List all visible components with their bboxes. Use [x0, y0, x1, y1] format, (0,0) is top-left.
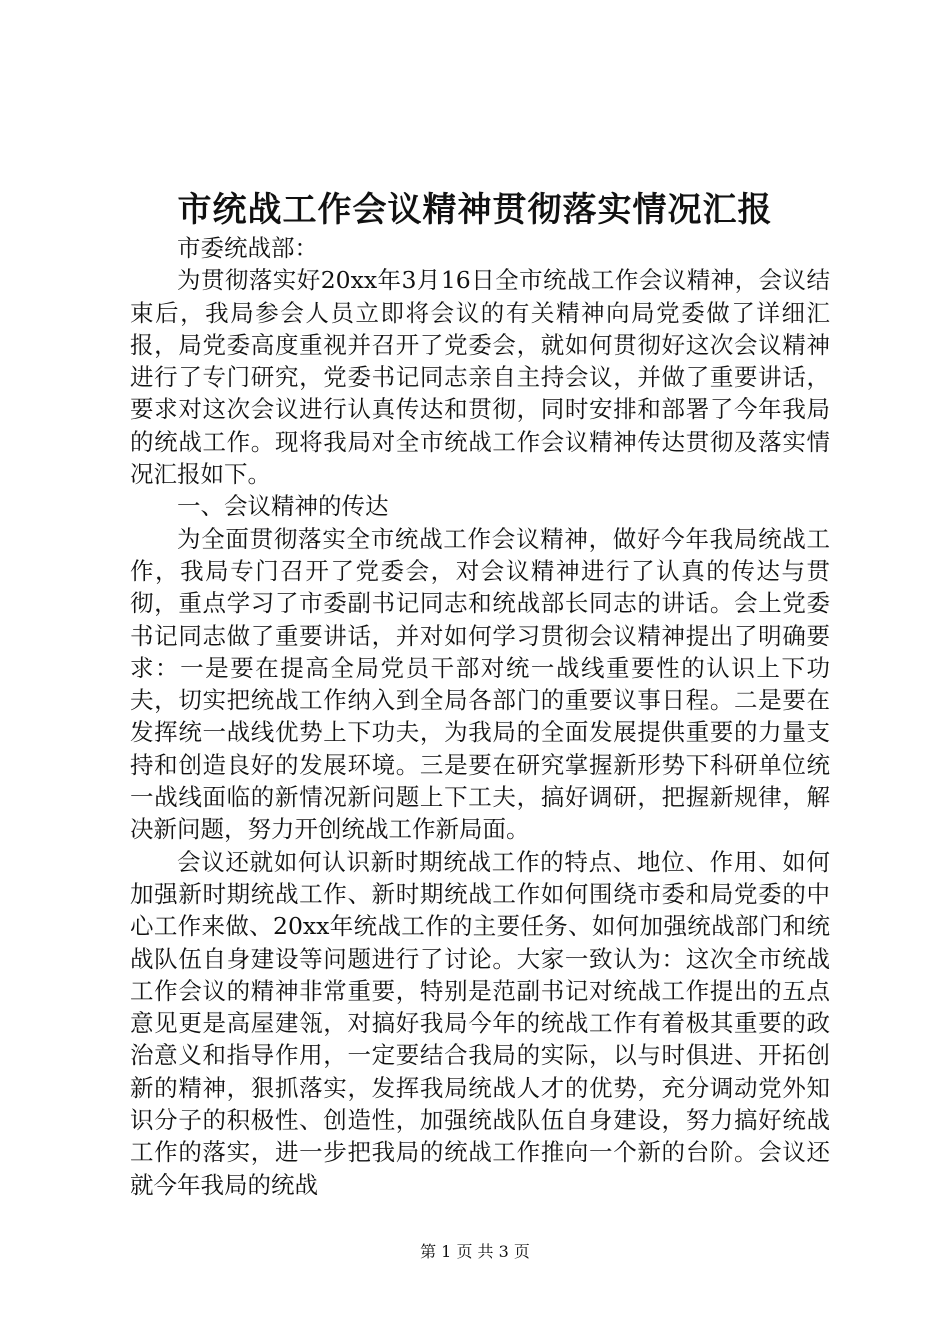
salutation: 市委统战部： — [177, 234, 318, 262]
section-heading: 一、会议精神的传达 — [177, 492, 389, 521]
document-title: 市统战工作会议精神贯彻落实情况汇报 — [177, 190, 773, 230]
document-body — [130, 232, 830, 1201]
paragraph-transmission: 为全面贯彻落实全市统战工作会议精神，做好今年我局统战工作，我局专门召开了党委会，对会议精神进行了认真的传达与贯彻，重点学习了市委副书记同志和统战部长同志的讲话。会上党委书记同志做了重要讲话，并对如何学习贯彻会议精神提出了明确要求：一是要在提高全局党员干部对统一战线重要性的认识上下功夫，切实把统战工作纳入到全局各部门的重要议事日程。二是要在发挥统一战线优势上下功夫，为我局的全面发展提供重要的力量支持和创造良好的发展环境。三是要在研究掌握新形势下科研单位统一战线面临的新情况新问题上下工夫，搞好调研，把握新规律，解决新问题，努力开创统战工作新局面。 — [130, 524, 830, 844]
paragraph-intro: 为贯彻落实好20xx年3月16日全市统战工作会议精神，会议结束后，我局参会人员立即将会议的有关精神向局党委做了详细汇报，局党委高度重视并召开了党委会，就如何贯彻好这次会议精神进行了专门研究，党委书记同志亲自主持会议，并做了重要讲话，要求对这次会议进行认真传达和贯彻，同时安排和部署了今年我局的统战工作。现将我局对全市统战工作会议精神传达贯彻及落实情况汇报如下。 — [130, 266, 830, 489]
page-number-footer: 第 1 页 共 3 页 — [420, 1242, 530, 1261]
paragraph-discussion: 会议还就如何认识新时期统战工作的特点、地位、作用、如何加强新时期统战工作、新时期统战工作如何围绕市委和局党委的中心工作来做、20xx年统战工作的主要任务、如何加强统战部门和统战队伍自身建设等问题进行了讨论。大家一致认为：这次全市统战工作会议的精神非常重要，特别是范副书记对统战工作提出的五点意见更是高屋建瓴，对搞好我局今年的统战工作有着极其重要的政治意义和指导作用，一定要结合我局的实际，以与时俱进、开拓创新的精神，狠抓落实，发挥我局统战人才的优势，充分调动党外知识分子的积极性、创造性，加强统战队伍自身建设，努力搞好统战工作的落实，进一步把我局的统战工作推向一个新的台阶。会议还就今年我局的统战 — [130, 847, 830, 1199]
